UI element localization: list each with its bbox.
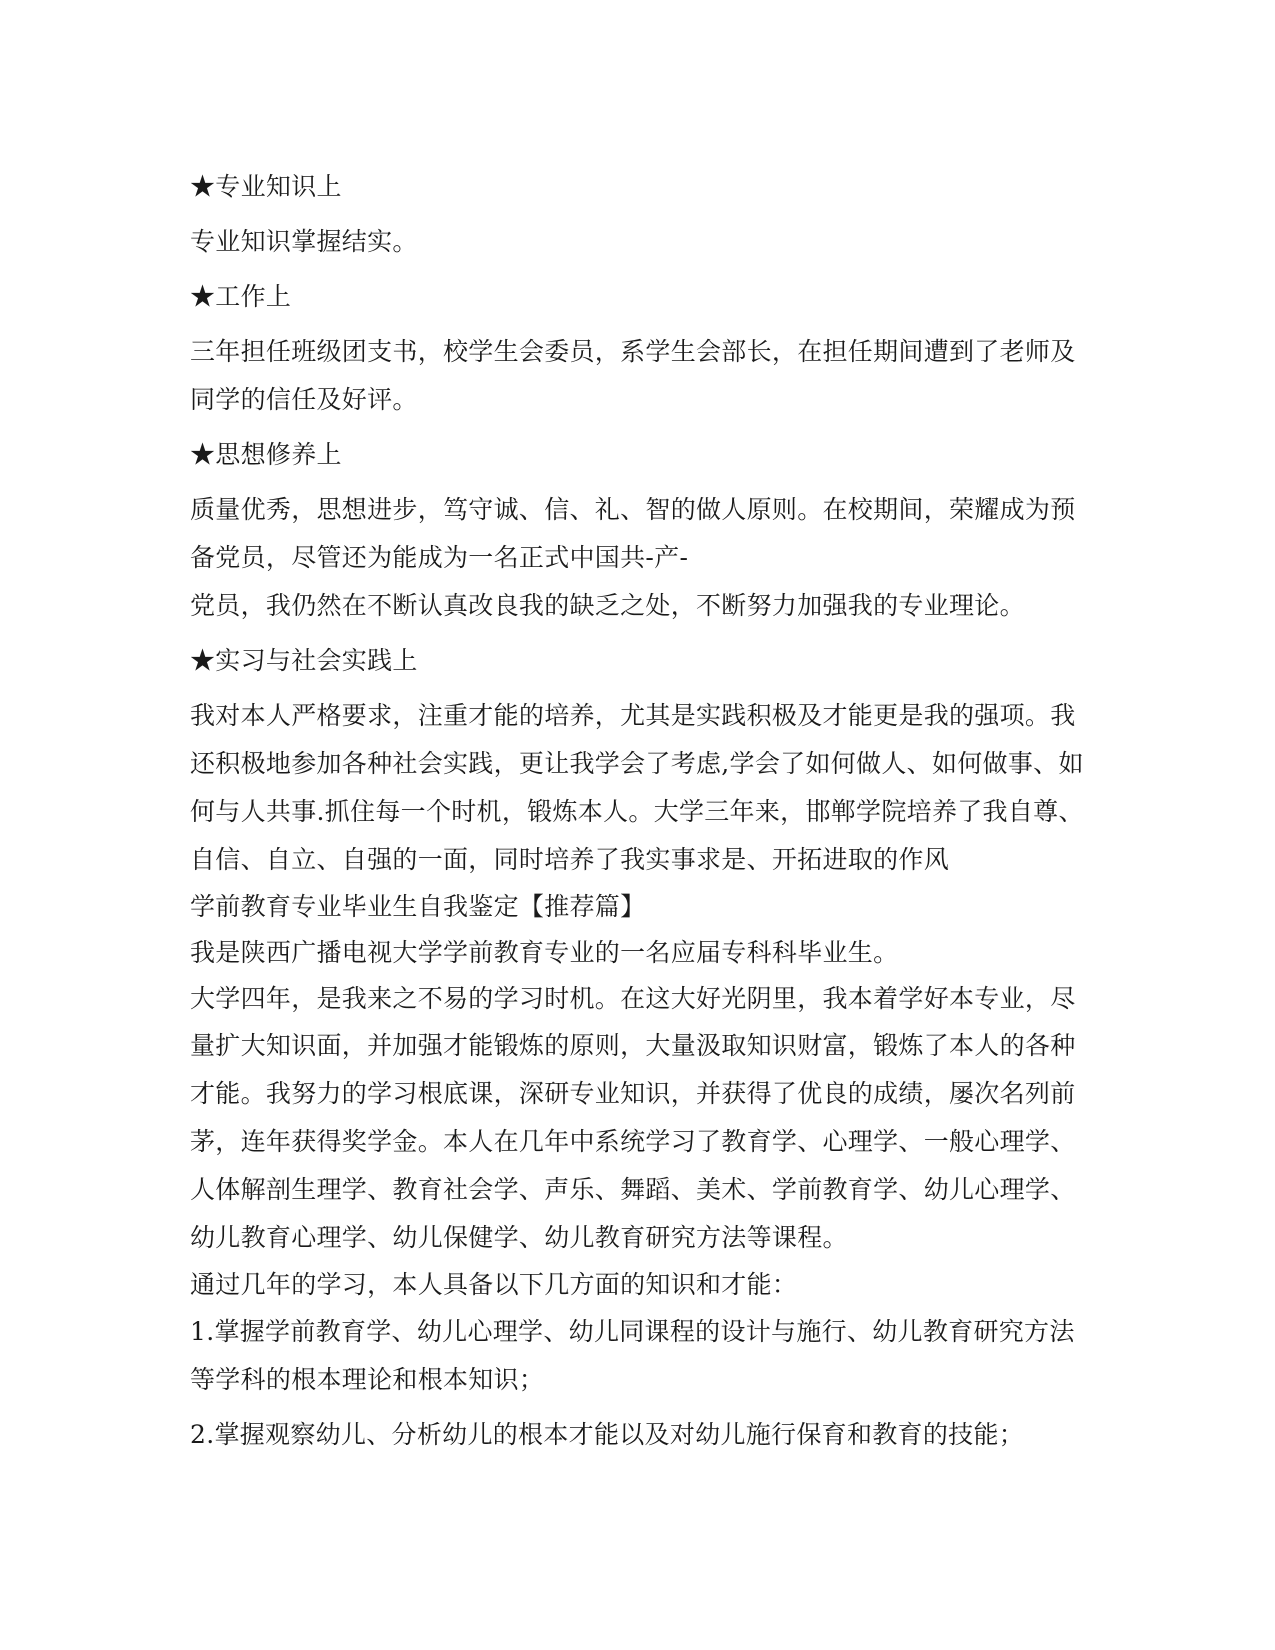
heading-internship: ★实习与社会实践上 <box>190 646 418 675</box>
paragraph-line: 党员，我仍然在不断认真改良我的缺乏之处，不断努力加强我的专业理论。 <box>190 591 1025 620</box>
list-item-2: 2.掌握观察幼儿、分析幼儿的根本才能以及对幼儿施行保育和教育的技能； <box>190 1420 1025 1449</box>
paragraph-line: 还积极地参加各种社会实践，更让我学会了考虑,学会了如何做人、如何做事、如 <box>190 749 1084 778</box>
paragraph-line: 幼儿教育心理学、幼儿保健学、幼儿教育研究方法等课程。 <box>190 1223 848 1252</box>
paragraph-line: 量扩大知识面，并加强才能锻炼的原则，大量汲取知识财富，锻炼了本人的各种 <box>190 1031 1076 1060</box>
heading-work: ★工作上 <box>190 282 292 311</box>
list-item-1-continued: 等学科的根本理论和根本知识； <box>190 1365 545 1394</box>
list-item-1: 1.掌握学前教育学、幼儿心理学、幼儿同课程的设计与施行、幼儿教育研究方法 <box>190 1317 1075 1346</box>
paragraph-line: 通过几年的学习，本人具备以下几方面的知识和才能： <box>190 1270 798 1299</box>
paragraph-line: 何与人共事.抓住每一个时机，锻炼本人。大学三年来，邯郸学院培养了我自尊、 <box>190 797 1084 826</box>
heading-ideology: ★思想修养上 <box>190 440 342 469</box>
paragraph-line: 人体解剖生理学、教育社会学、声乐、舞蹈、美术、学前教育学、幼儿心理学、 <box>190 1175 1076 1204</box>
paragraph-line: 茅，连年获得奖学金。本人在几年中系统学习了教育学、心理学、一般心理学、 <box>190 1127 1076 1156</box>
paragraph-line: 自信、自立、自强的一面，同时培养了我实事求是、开拓进取的作风 <box>190 845 950 874</box>
paragraph-line: 专业知识掌握结实。 <box>190 227 418 256</box>
paragraph-line: 质量优秀，思想进步，笃守诚、信、礼、智的做人原则。在校期间，荣耀成为预 <box>190 495 1076 524</box>
paragraph-line: 同学的信任及好评。 <box>190 385 418 414</box>
paragraph-line: 我对本人严格要求，注重才能的培养，尤其是实践积极及才能更是我的强项。我 <box>190 701 1076 730</box>
paragraph-line: 才能。我努力的学习根底课，深研专业知识，并获得了优良的成绩，屡次名列前 <box>190 1079 1076 1108</box>
section-title: 学前教育专业毕业生自我鉴定【推荐篇】 <box>190 892 646 921</box>
heading-professional-knowledge: ★专业知识上 <box>190 172 342 201</box>
paragraph-line: 我是陕西广播电视大学学前教育专业的一名应届专科科毕业生。 <box>190 938 899 967</box>
document-body <box>190 163 1085 1459</box>
paragraph-line: 备党员，尽管还为能成为一名正式中国共-产- <box>190 543 689 572</box>
paragraph-line: 三年担任班级团支书，校学生会委员，系学生会部长，在担任期间遭到了老师及 <box>190 337 1076 366</box>
paragraph-line: 大学四年，是我来之不易的学习时机。在这大好光阴里，我本着学好本专业，尽 <box>190 984 1076 1013</box>
